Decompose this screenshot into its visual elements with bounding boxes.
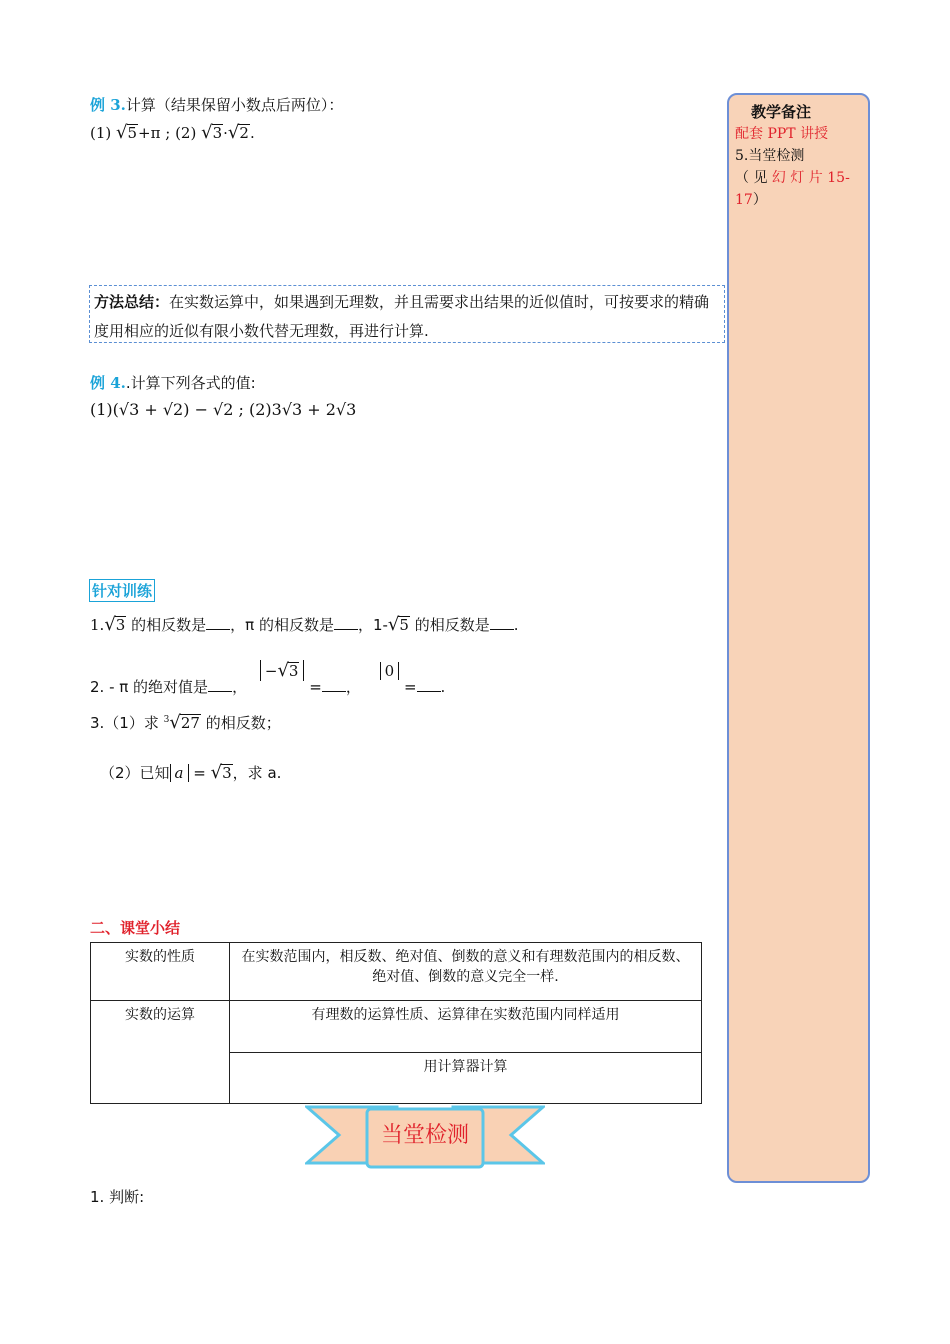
training-q3: 3.（1）求 $^3$√27 的相反数；: [90, 712, 281, 733]
table-row: 实数的运算 有理数的运算性质、运算律在实数范围内同样适用: [91, 1001, 702, 1053]
method-text: 在实数运算中，如果遇到无理数，并且需要求出结果的近似值时，可按要求的精确度用相应的近似有限小数代替无理数，再进行计算.: [94, 293, 710, 340]
judge-line: 1. 判断:: [90, 1188, 145, 1206]
training-heading: 针对训练: [89, 579, 155, 602]
answer-blank[interactable]: [490, 628, 514, 630]
table-row: 实数的性质 在实数范围内，相反数、绝对值、倒数的意义和有理数范围内的相反数、绝对值、倒数的意义完全一样.: [91, 943, 702, 1001]
sidebar-line2: 5.当堂检测: [735, 148, 805, 164]
method-summary-box: [89, 285, 725, 343]
training-q3b: （2）已知 a = √3，求 a.: [100, 762, 282, 783]
example3-heading: [90, 94, 343, 115]
example4-label: 例 4.: [90, 374, 126, 392]
summary-table: [90, 942, 702, 1104]
example3-formula: (1) √5+π ; (2) √3·√2.: [90, 122, 255, 143]
answer-blank[interactable]: [417, 690, 441, 692]
answer-blank[interactable]: [206, 628, 230, 630]
training-q2: 2. - π 的绝对值是 ， −√3 = ， 0 = .: [90, 660, 446, 696]
method-label: 方法总结：: [94, 293, 170, 311]
answer-blank[interactable]: [334, 628, 358, 630]
example3-text: 计算（结果保留小数点后两位）：: [125, 96, 344, 114]
sidebar-line3: （ 见 幻 灯 片 15-: [735, 170, 850, 186]
example3-label: 例 3.: [90, 96, 126, 114]
sidebar-title: 教学备注: [751, 103, 812, 121]
sidebar-line4: 17）: [735, 192, 767, 208]
banner-text: 当堂检测: [380, 1123, 469, 1148]
training-q1: 1.√3 的相反数是 ，π 的相反数是 ，1-√5 的相反数是 .: [90, 614, 519, 635]
table-row: 用计算器计算: [91, 1053, 702, 1104]
example4-heading: [90, 372, 256, 393]
summary-heading: 二、课堂小结: [90, 919, 181, 937]
answer-blank[interactable]: [322, 690, 346, 692]
example4-formula: (1)(√3 + √2) − √2 ; (2)3√3 + 2√3: [90, 400, 357, 419]
teaching-notes-sidebar: [727, 93, 870, 1183]
sidebar-line1: 配套 PPT 讲授: [735, 126, 829, 142]
answer-blank[interactable]: [208, 690, 232, 692]
example4-text: .计算下列各式的值:: [125, 374, 256, 392]
